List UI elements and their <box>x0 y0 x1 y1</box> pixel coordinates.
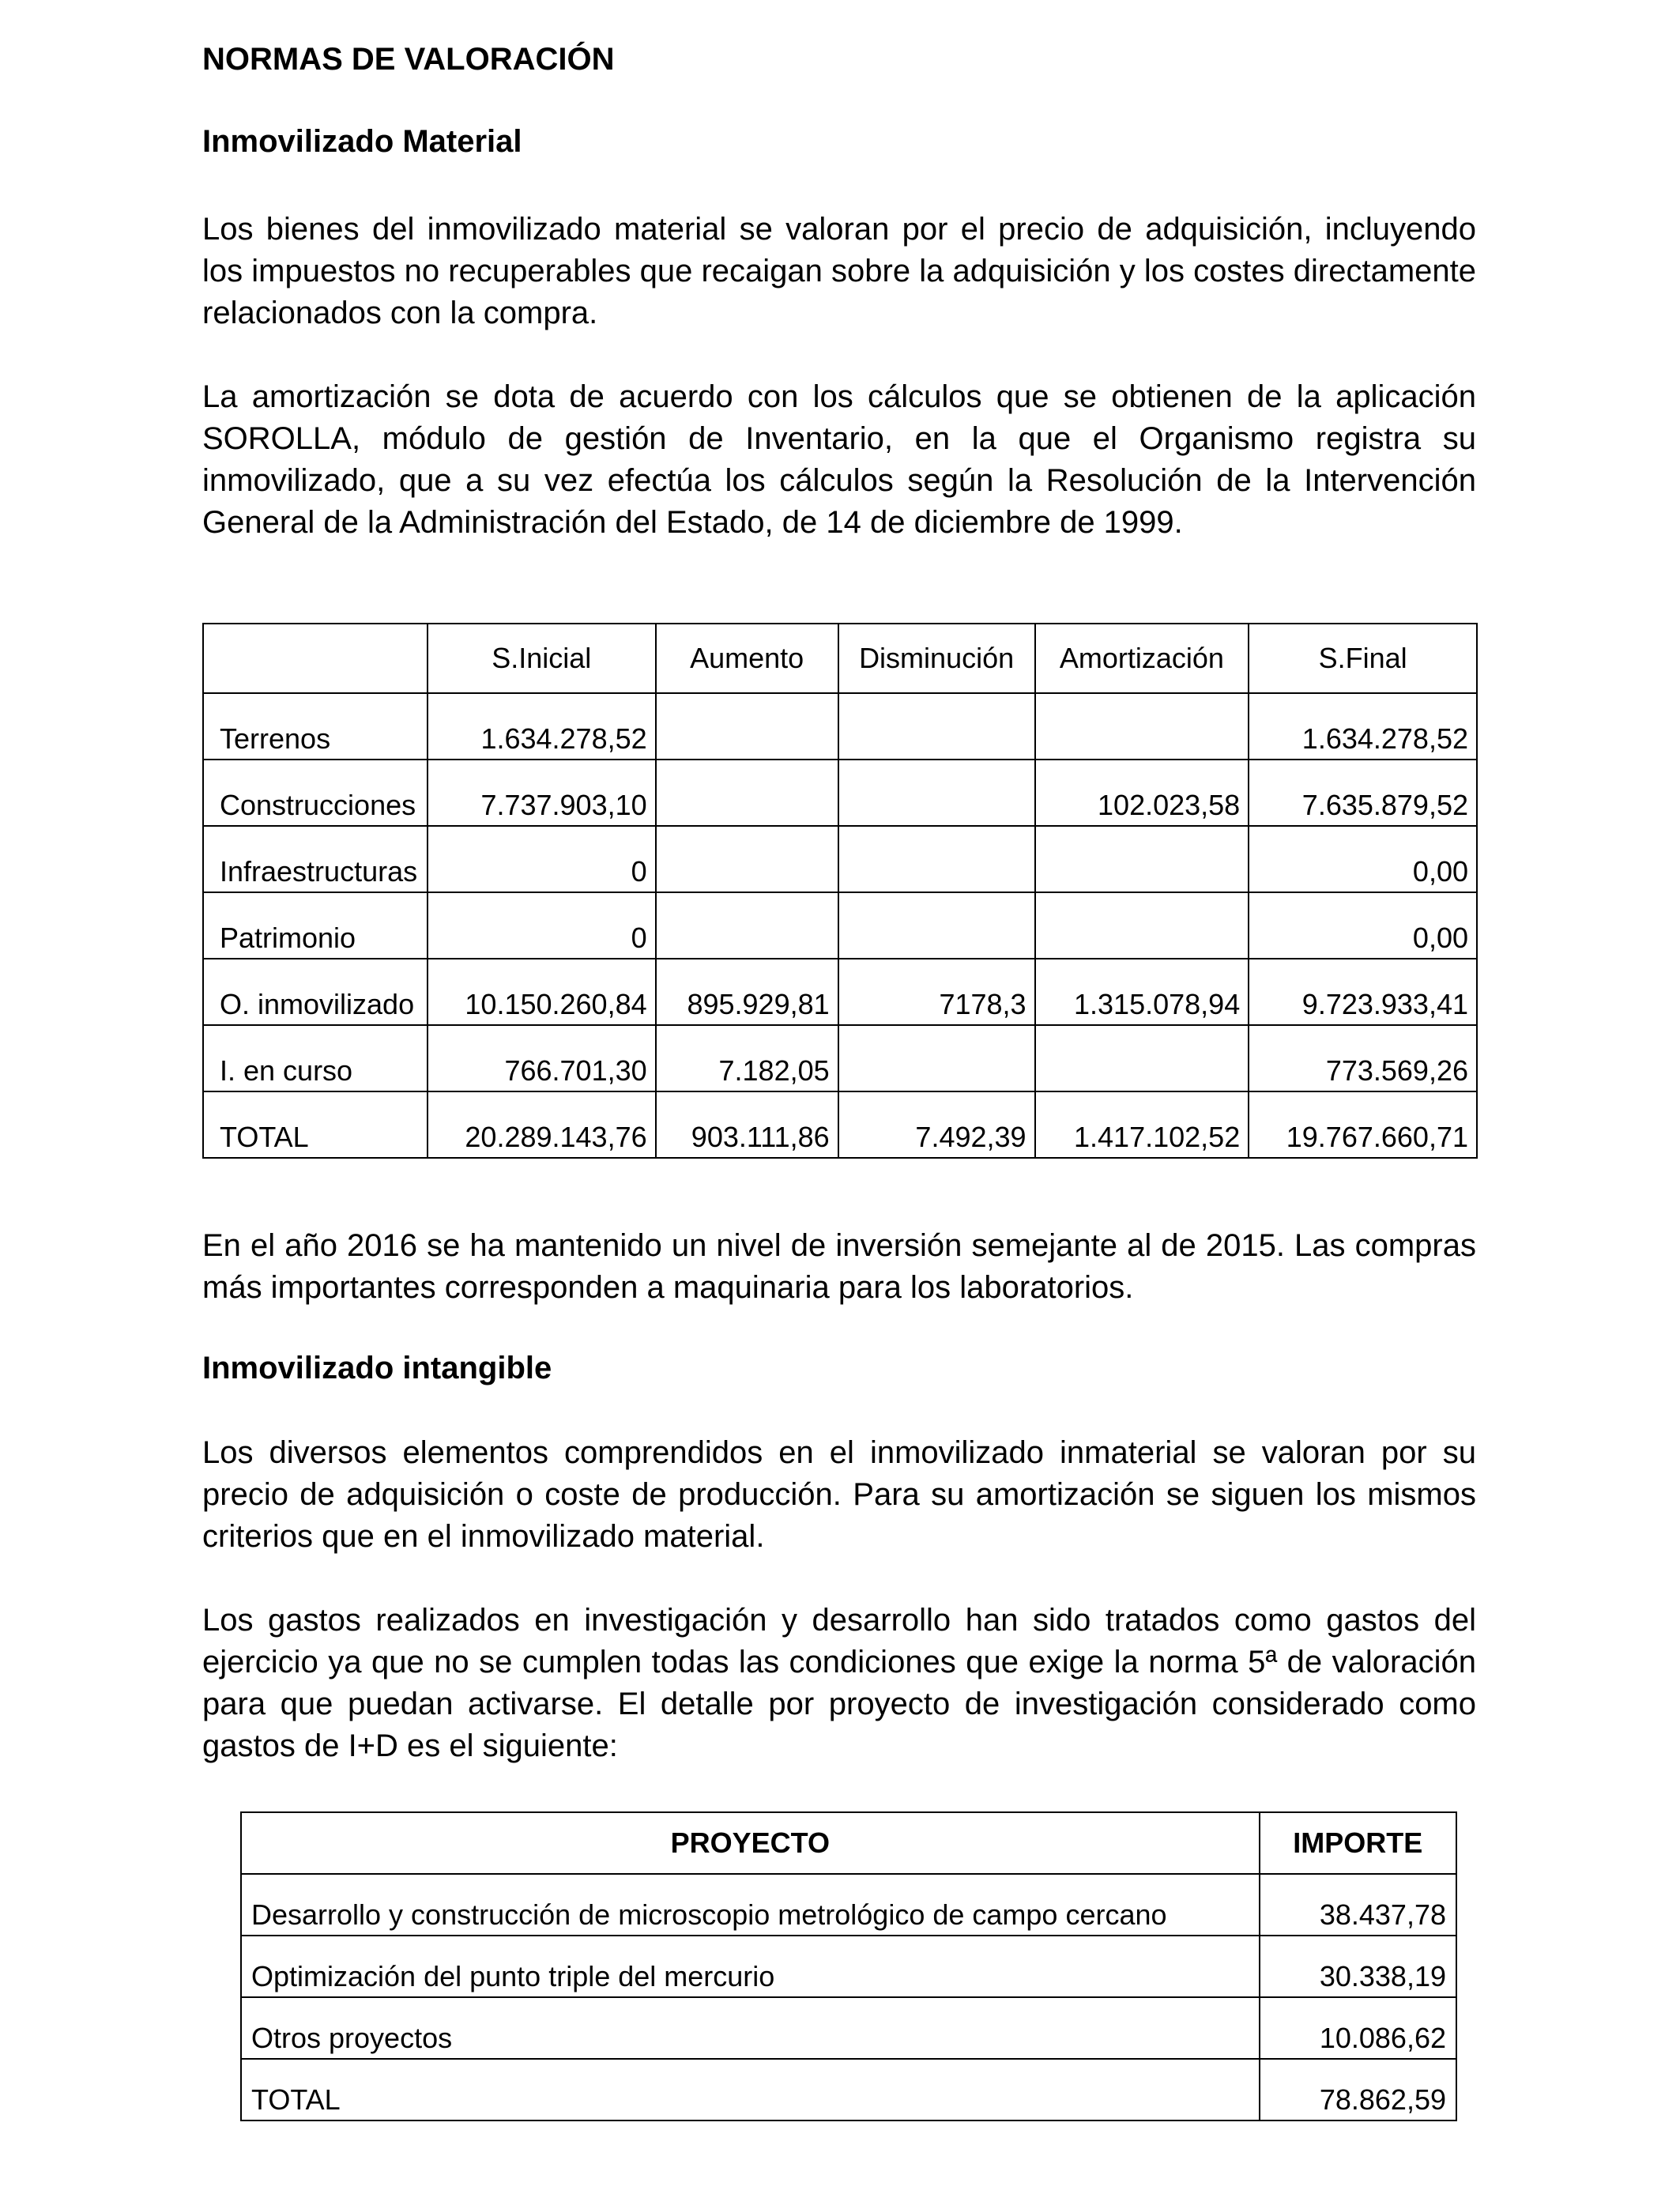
column-header-s-inicial: S.Inicial <box>428 624 656 693</box>
table-row <box>203 693 1477 760</box>
table-cell: 38.437,78 <box>1260 1874 1456 1936</box>
table-cell <box>656 693 838 760</box>
column-header-proyecto: PROYECTO <box>241 1812 1260 1874</box>
table-cell: Optimización del punto triple del mercurio <box>241 1936 1260 1997</box>
table-cell: Otros proyectos <box>241 1997 1260 2059</box>
table-cell <box>1035 826 1249 892</box>
table-row <box>203 760 1477 826</box>
column-header-aumento: Aumento <box>656 624 838 693</box>
table-cell: 903.111,86 <box>656 1091 838 1158</box>
table-cell <box>656 892 838 959</box>
column-header-disminucion: Disminución <box>838 624 1035 693</box>
table-cell: Desarrollo y construcción de microscopio metrológico de campo cercano <box>241 1874 1260 1936</box>
table-cell: 0,00 <box>1249 826 1477 892</box>
table-cell: 78.862,59 <box>1260 2059 1456 2120</box>
column-header-importe: IMPORTE <box>1260 1812 1456 1874</box>
column-header-concepto <box>203 624 428 693</box>
paragraph-valoracion-bienes: Los bienes del inmovilizado material se valoran por el precio de adquisición, incluyendo los impuestos no recuperables que recaigan sobre la adquisición y los costes directamente relacionados con la compra. <box>202 212 1477 330</box>
table-cell: Construcciones <box>203 760 428 826</box>
table-cell: 1.634.278,52 <box>1249 693 1477 760</box>
table-row <box>241 1874 1456 1936</box>
table-cell: 30.338,19 <box>1260 1936 1456 1997</box>
table-cell: 9.723.933,41 <box>1249 959 1477 1025</box>
table-cell: 1.315.078,94 <box>1035 959 1249 1025</box>
table-cell: 7178,3 <box>838 959 1035 1025</box>
table-cell: 0 <box>428 892 656 959</box>
table-row <box>203 892 1477 959</box>
gastos-id-table <box>240 1811 1457 2121</box>
table-cell: Terrenos <box>203 693 428 760</box>
table-cell: O. inmovilizado <box>203 959 428 1025</box>
table-cell: Patrimonio <box>203 892 428 959</box>
table-row <box>203 1025 1477 1091</box>
section-title-inmovilizado-material: Inmovilizado Material <box>202 124 522 159</box>
table-cell: 0,00 <box>1249 892 1477 959</box>
table-cell: 10.150.260,84 <box>428 959 656 1025</box>
section-title-inmovilizado-intangible: Inmovilizado intangible <box>202 1351 552 1385</box>
table-cell: 766.701,30 <box>428 1025 656 1091</box>
table-cell <box>838 693 1035 760</box>
paragraph-amortizacion: La amortización se dota de acuerdo con los cálculos que se obtienen de la aplicación SOROLLA, módulo de gestión de Inventario, en la que el Organismo registra su inmovilizado, que a su vez efectúa los cálculos según la Resolución de la Intervención General de la Administración del Estado, de 14 de diciembre de 1999. <box>202 379 1476 540</box>
table-cell: 1.634.278,52 <box>428 693 656 760</box>
table-cell: 10.086,62 <box>1260 1997 1456 2059</box>
table-cell: 7.492,39 <box>838 1091 1035 1158</box>
table-cell: 7.635.879,52 <box>1249 760 1477 826</box>
table-row <box>203 826 1477 892</box>
table-cell: TOTAL <box>203 1091 428 1158</box>
table-row <box>203 959 1477 1025</box>
table-cell <box>838 760 1035 826</box>
table-row <box>241 1936 1456 1997</box>
table-cell <box>656 826 838 892</box>
column-header-amortizacion: Amortización <box>1035 624 1249 693</box>
table-cell: 20.289.143,76 <box>428 1091 656 1158</box>
paragraph-inmovilizado-inmaterial: Los diversos elementos comprendidos en el inmovilizado inmaterial se valoran por su precio de adquisición o coste de producción. Para su amortización se siguen los mismos criterios que en el inmovilizado material. <box>202 1435 1476 1554</box>
table-cell <box>838 826 1035 892</box>
table-cell <box>1035 693 1249 760</box>
table-row-total <box>203 1091 1477 1158</box>
table-cell <box>838 892 1035 959</box>
table-row-total <box>241 2059 1456 2120</box>
page-heading: NORMAS DE VALORACIÓN <box>202 42 615 77</box>
table-cell: 19.767.660,71 <box>1249 1091 1477 1158</box>
table-cell <box>838 1025 1035 1091</box>
table-cell <box>656 760 838 826</box>
table-cell: 7.737.903,10 <box>428 760 656 826</box>
table-header-row <box>203 624 1477 693</box>
column-header-s-final: S.Final <box>1249 624 1477 693</box>
table-cell: 895.929,81 <box>656 959 838 1025</box>
table-header-row <box>241 1812 1456 1874</box>
table-cell: 773.569,26 <box>1249 1025 1477 1091</box>
table-row <box>241 1997 1456 2059</box>
table-cell: 0 <box>428 826 656 892</box>
inmovilizado-material-table <box>202 623 1478 1159</box>
paragraph-gastos-id: Los gastos realizados en investigación y desarrollo han sido tratados como gastos del ejercicio ya que no se cumplen todas las condiciones que exige la norma 5ª de valoración para que puedan activarse. El detalle por proyecto de investigación considerado como gastos de I+D es el siguiente: <box>202 1603 1476 1763</box>
paragraph-inversion-2016: En el año 2016 se ha mantenido un nivel de inversión semejante al de 2015. Las compras más importantes corresponden a maquinaria para los laboratorios. <box>202 1228 1476 1305</box>
table-cell: TOTAL <box>241 2059 1260 2120</box>
table-cell <box>1035 1025 1249 1091</box>
table-cell <box>1035 892 1249 959</box>
table-cell: Infraestructuras <box>203 826 428 892</box>
table-cell: 1.417.102,52 <box>1035 1091 1249 1158</box>
table-cell: 102.023,58 <box>1035 760 1249 826</box>
table-cell: 7.182,05 <box>656 1025 838 1091</box>
table-cell: I. en curso <box>203 1025 428 1091</box>
